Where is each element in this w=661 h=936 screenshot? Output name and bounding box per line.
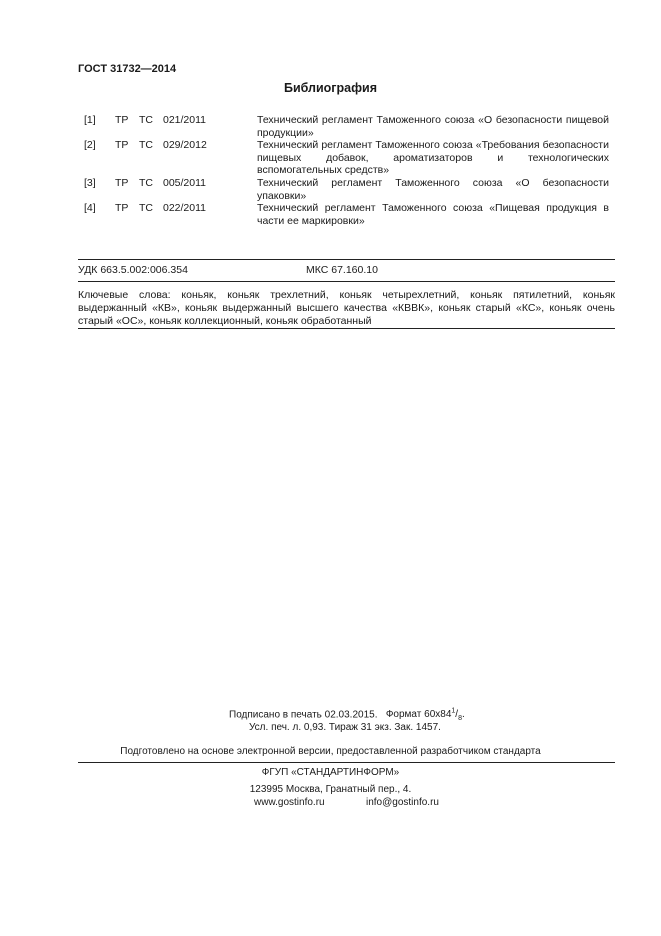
entry-type: ТР <box>115 177 129 189</box>
entry-code: 022/2011 <box>163 202 207 214</box>
entry-description: Технический регламент Таможенного союза «Требования безопасности пищевых добавок, ароматизаторов и технологических вспомогательных средств» <box>257 139 609 177</box>
udk-code: УДК 663.5.002:006.354 <box>78 264 188 276</box>
paper-format: Формат $60x84^1/_8$. <box>385 708 465 723</box>
entry-code: 021/2011 <box>163 114 207 126</box>
entry-org: ТС <box>139 202 153 214</box>
entry-code: 029/2012 <box>163 139 207 151</box>
bibliography-entry <box>84 202 614 227</box>
entry-number: [2] <box>84 139 96 151</box>
bibliography-entry <box>84 114 614 139</box>
divider <box>78 281 615 282</box>
signed-date: Подписано в печать 02.03.2015. <box>229 709 378 721</box>
standard-number: ГОСТ 31732—2014 <box>78 63 177 75</box>
mks-code: МКС 67.160.10 <box>306 264 378 276</box>
entry-type: ТР <box>115 114 129 126</box>
entry-org: ТС <box>139 177 153 189</box>
divider <box>78 762 615 763</box>
publisher-email[interactable]: info@gostinfo.ru <box>366 797 439 808</box>
divider <box>78 328 615 329</box>
imprint-print-details: Усл. печ. л. 0,93. Тираж 31 экз. Зак. 1457. <box>249 722 441 733</box>
entry-org: ТС <box>139 114 153 126</box>
publisher-address: 123995 Москва, Гранатный пер., 4. <box>249 784 412 795</box>
entry-description: Технический регламент Таможенного союза «Пищевая продукция в части ее маркировки» <box>257 202 609 227</box>
imprint-signed <box>229 708 465 722</box>
entry-description: Технический регламент Таможенного союза «О безопасности пищевой продукции» <box>257 114 609 139</box>
entry-type: ТР <box>115 139 129 151</box>
bibliography-entry <box>84 139 614 177</box>
publisher-name: ФГУП «СТАНДАРТИНФОРМ» <box>261 767 400 778</box>
entry-number: [1] <box>84 114 96 126</box>
entry-code: 005/2011 <box>163 177 207 189</box>
keywords: Ключевые слова: коньяк, коньяк трехлетний, коньяк четырехлетний, коньяк пятилетний, коньяк выдержанный «КВ», коньяк выдержанный высшего качества «КВВК», коньяк старый «КС», коньяк очень старый «ОС», коньяк коллекционный, коньяк обработанный <box>78 289 615 327</box>
entry-org: ТС <box>139 139 153 151</box>
prepared-note: Подготовлено на основе электронной версии, предоставленной разработчиком стандарта <box>120 746 541 757</box>
entry-description: Технический регламент Таможенного союза «О безопасности упаковки» <box>257 177 609 202</box>
entry-number: [4] <box>84 202 96 214</box>
entry-type: ТР <box>115 202 129 214</box>
publisher-website[interactable]: www.gostinfo.ru <box>254 797 325 808</box>
divider <box>78 259 615 260</box>
bibliography-entry <box>84 177 614 202</box>
bibliography-title: Библиография <box>283 81 378 95</box>
entry-number: [3] <box>84 177 96 189</box>
